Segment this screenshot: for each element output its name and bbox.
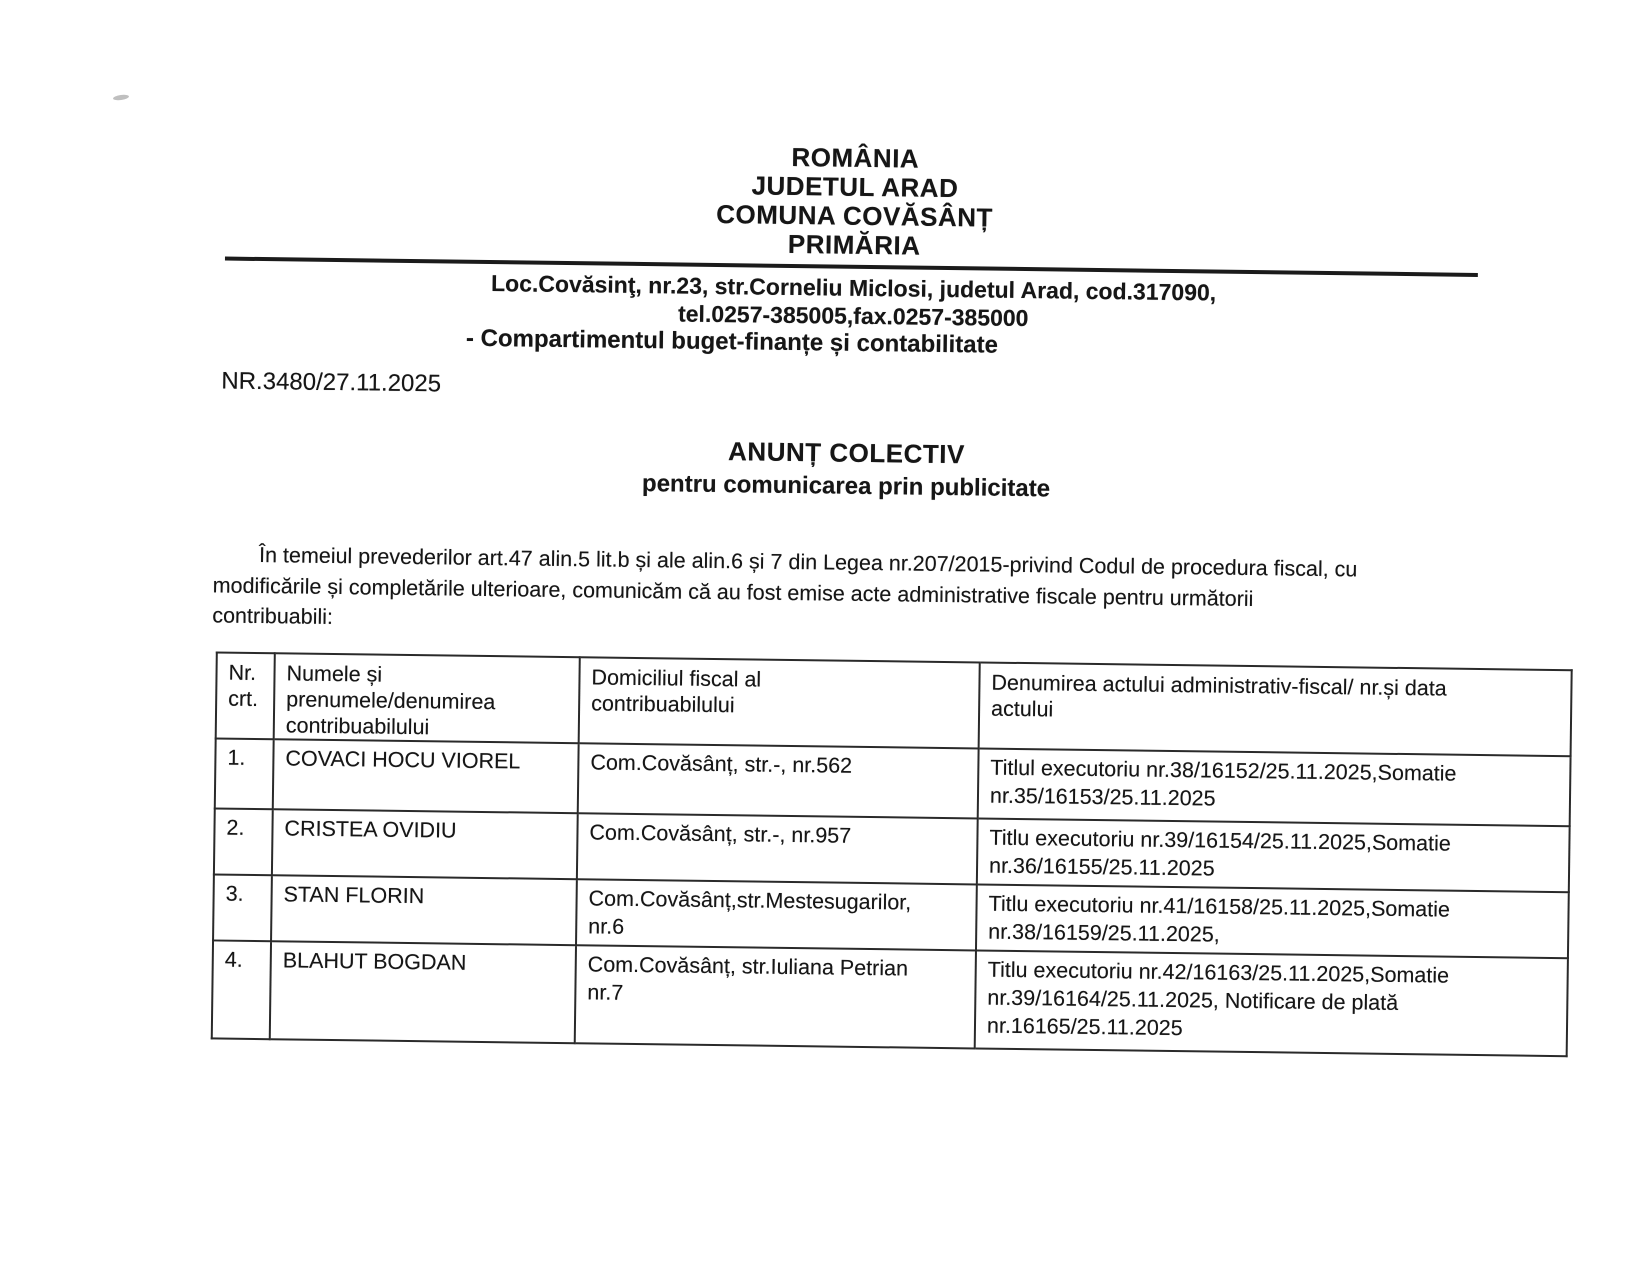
col-header-name: Numele și prenumele/denumirea contribuabilului (274, 653, 580, 743)
cell-name: COVACI HOCU VIOREL (273, 739, 579, 813)
cell-address: Com.Covăsânț, str.-, nr.957 (577, 813, 978, 884)
cell-name: CRISTEA OVIDIU (272, 809, 578, 879)
title-block (221, 430, 1472, 509)
cell-acts: Titlul executoriu nr.38/16152/25.11.2025,Somatie nr.35/16153/25.11.2025 (978, 748, 1571, 826)
cell-nr: 2. (214, 808, 273, 875)
letterhead-country: ROMÂNIA (791, 141, 920, 174)
letterhead-county: JUDETUL ARAD (751, 170, 959, 204)
cell-acts: Titlu executoriu nr.42/16163/25.11.2025,Somatie nr.39/16164/25.11.2025, Notificare de plată nr.16165/25.11.2025 (975, 950, 1568, 1056)
col-header-act-name: Denumirea actului administrativ-fiscal/ nr.și data actului (979, 662, 1572, 756)
cell-acts: Titlu executoriu nr.41/16158/25.11.2025,Somatie nr.38/16159/25.11.2025, (976, 884, 1569, 958)
letterhead-contact (228, 266, 1479, 338)
cell-name: STAN FLORIN (271, 875, 577, 945)
cell-name: BLAHUT BOGDAN (270, 941, 576, 1043)
document-title: ANUNȚ COLECTIV (727, 436, 965, 470)
letterhead-commune: COMUNA COVĂSÂNȚ (716, 198, 994, 233)
intro-paragraph: În temeiul prevederilor art.47 alin.5 lit.b și ale alin.6 și 7 din Legea nr.207/2015-privind Codul de procedura fiscal, cu modificările și completările ulterioare, comunicăm că au fost emise acte administrative fiscale pentru următorii contribuabili: (212, 543, 1358, 629)
table-row (212, 940, 1568, 1056)
cell-acts: Titlu executoriu nr.39/16154/25.11.2025,Somatie nr.36/16155/25.11.2025 (977, 818, 1570, 892)
cell-nr: 4. (212, 940, 271, 1039)
cell-nr: 3. (213, 874, 272, 941)
reference-number: NR.3480/27.11.2025 (221, 367, 442, 398)
cell-nr: 1. (215, 738, 274, 809)
taxpayers-table (211, 651, 1573, 1057)
document-subtitle: pentru comunicarea prin publicitate (641, 470, 1051, 503)
letterhead (229, 136, 1480, 268)
cell-address: Com.Covăsânț, str.-, nr.562 (578, 743, 979, 818)
letterhead-institution: PRIMĂRIA (787, 228, 921, 261)
address-line: Loc.Covăsinţ, nr.23, str.Corneliu Miclosi, judetul Arad, cod.317090, (490, 270, 1217, 306)
department-line: - Compartimentul buget-finanțe și contabilitate (465, 324, 999, 359)
cell-address: Com.Covăsânț, str.Iuliana Petrian nr.7 (575, 945, 976, 1048)
phone-fax-line: tel.0257-385005,fax.0257-385000 (677, 300, 1029, 332)
cell-address: Com.Covăsânț,str.Mestesugarilor, nr.6 (576, 879, 977, 950)
col-header-fiscal-domicile: Domiciliul fiscal al contribuabilului (579, 657, 980, 748)
col-header-nr-crt: Nr. crt. (216, 652, 275, 739)
